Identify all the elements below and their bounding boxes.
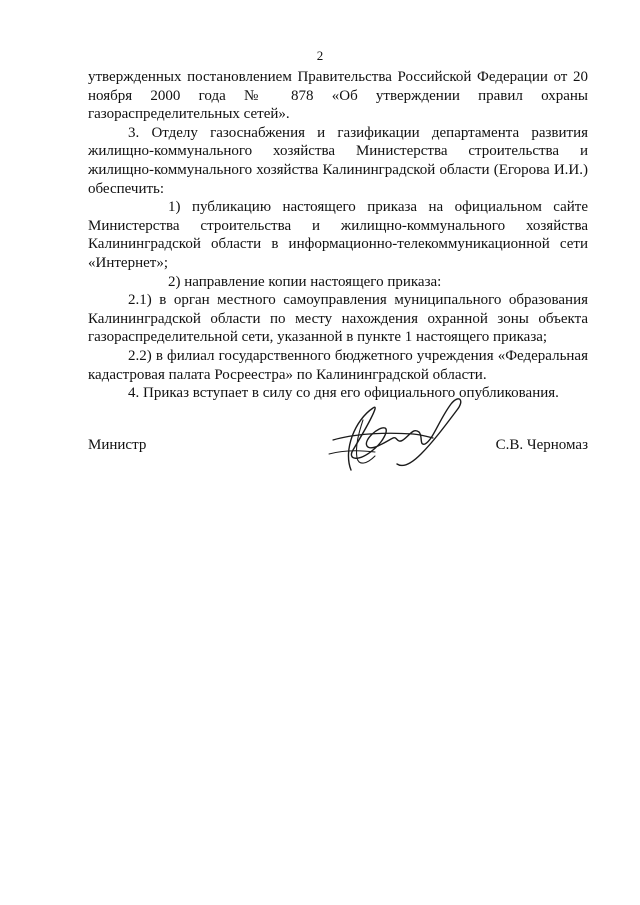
list-item-1 [88, 198, 588, 272]
list-marker-1: 1) [168, 199, 181, 216]
paragraph-item-3: 3. Отделу газоснабжения и газификации департамента развития жилищно-коммунального хозяйства Министерства строительства и жилищно-коммунального хозяйства Калининградской области (Егорова И.И.) обеспечить: [88, 124, 588, 197]
list-marker-2: 2) [168, 273, 181, 290]
sub-item-2-2: 2.2) в филиал государственного бюджетного учреждения «Федеральная кадастровая палата Росреестра» по Калининградской области. [88, 347, 588, 383]
paragraph-continuation: утвержденных постановлением Правительства Российской Федерации от 20 ноября 2000 года № 878 «Об утверждении правил охраны газораспределительных сетей». [88, 69, 588, 123]
sub-item-2-1: 2.1) в орган местного самоуправления муниципального образования Калининградской области по месту нахождения охранной зоны объекта газораспределительной сети, указанной в пункте 1 настоящего приказа; [88, 292, 588, 346]
list-item-2 [88, 273, 588, 292]
signer-name: С.В. Черномаз [495, 437, 588, 453]
signer-position: Министр [88, 437, 147, 453]
list-item-2-text: направление копии настоящего приказа: [184, 273, 442, 290]
document-body [88, 68, 588, 403]
page-number: 2 [316, 48, 324, 63]
handwritten-signature [293, 380, 473, 480]
signature-block [88, 380, 588, 490]
list-item-1-text: публикацию настоящего приказа на официальном сайте Министерства строительства и жилищно-коммунального хозяйства Калининградской области в информационно-телекоммуникационной сети «Интернет»; [88, 199, 589, 271]
paragraph-item-4: 4. Приказ вступает в силу со дня его официального опубликования. [128, 385, 559, 402]
